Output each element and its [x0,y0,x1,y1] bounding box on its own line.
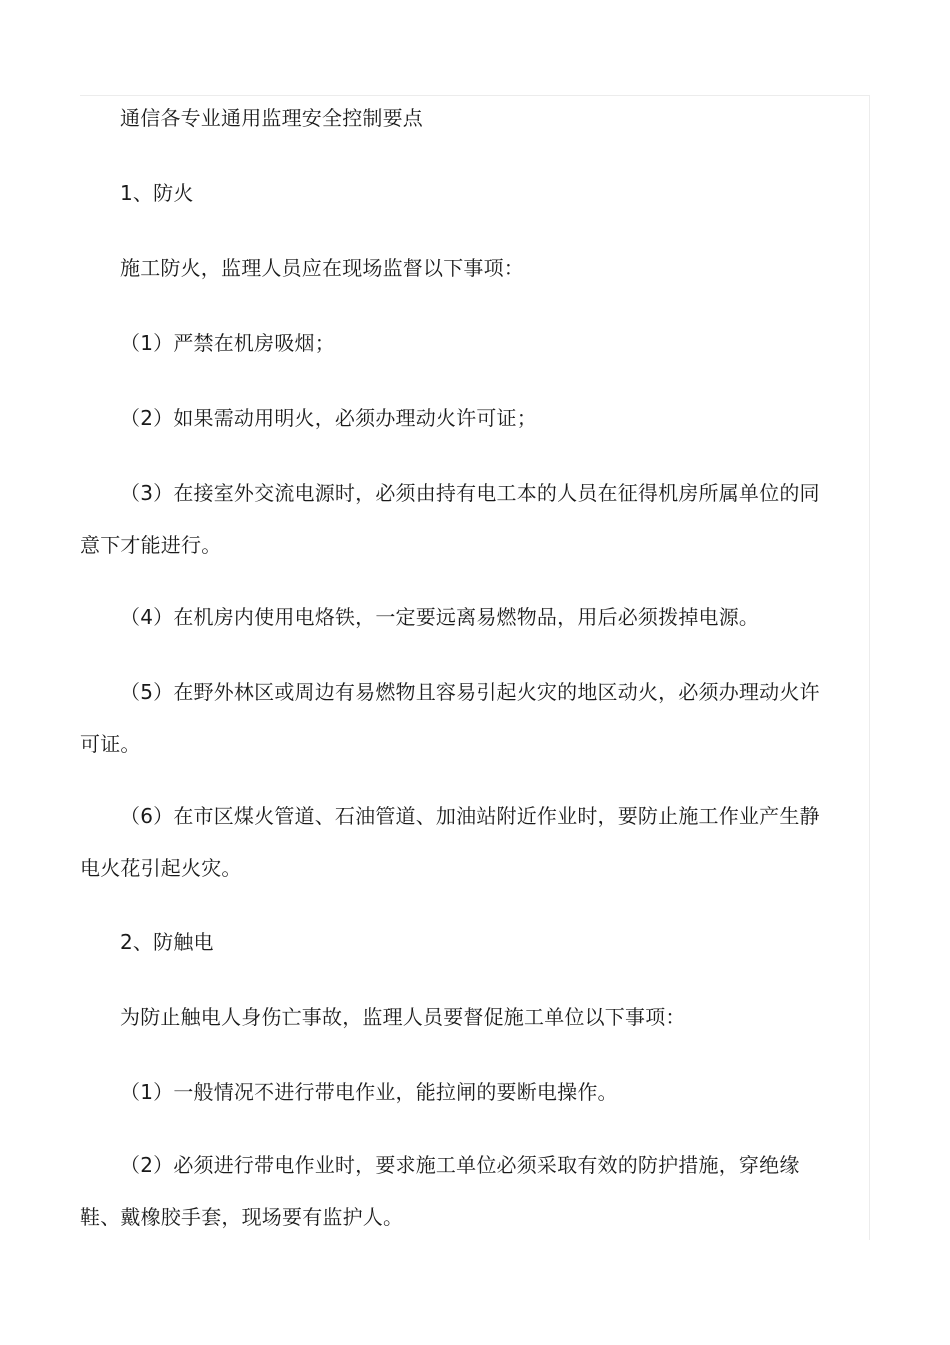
section-heading-fire: 1、防火 [120,181,194,205]
list-item: （1）严禁在机房吸烟； [120,331,335,355]
section-intro-electric-shock: 为防止触电人身伤亡事故，监理人员要督促施工单位以下事项： [120,1005,686,1029]
document-title: 通信各专业通用监理安全控制要点 [120,106,423,130]
section-heading-electric-shock: 2、防触电 [120,930,214,954]
list-item: （2）必须进行带电作业时，要求施工单位必须采取有效的防护措施，穿绝缘鞋、戴橡胶手套，现场要有监护人。 [80,1153,800,1229]
list-item: （6）在市区煤火管道、石油管道、加油站附近作业时，要防止施工作业产生静电火花引起火灾。 [80,804,820,880]
list-item: （3）在接室外交流电源时，必须由持有电工本的人员在征得机房所属单位的同意下才能进行。 [80,481,820,557]
list-item: （1）一般情况不进行带电作业，能拉闸的要断电操作。 [120,1080,618,1104]
list-item: （4）在机房内使用电烙铁，一定要远离易燃物品，用后必须拨掉电源。 [120,605,760,629]
list-item: （5）在野外林区或周边有易燃物且容易引起火灾的地区动火，必须办理动火许可证。 [80,680,820,756]
document-page [80,95,870,1240]
list-item: （2）如果需动用明火，必须办理动火许可证； [120,406,537,430]
section-intro-fire: 施工防火，监理人员应在现场监督以下事项： [120,256,524,280]
